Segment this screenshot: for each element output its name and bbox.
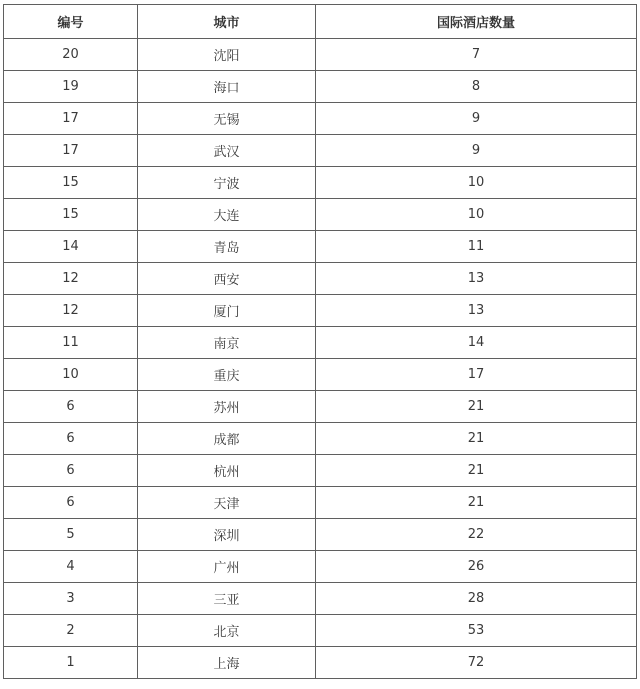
cell-city: 无锡 <box>138 103 316 135</box>
table-row <box>4 359 637 391</box>
table-row <box>4 455 637 487</box>
table-row <box>4 327 637 359</box>
cell-city: 成都 <box>138 423 316 455</box>
table-row <box>4 199 637 231</box>
cell-rank: 5 <box>4 519 138 551</box>
cell-city: 西安 <box>138 263 316 295</box>
cell-hotel-count: 13 <box>316 295 637 327</box>
cell-rank: 19 <box>4 71 138 103</box>
cell-hotel-count: 53 <box>316 615 637 647</box>
table-row <box>4 551 637 583</box>
cell-hotel-count: 9 <box>316 103 637 135</box>
cell-hotel-count: 10 <box>316 199 637 231</box>
table-row <box>4 647 637 679</box>
table-row <box>4 39 637 71</box>
cell-rank: 6 <box>4 391 138 423</box>
cell-rank: 12 <box>4 295 138 327</box>
cell-hotel-count: 11 <box>316 231 637 263</box>
cell-hotel-count: 9 <box>316 135 637 167</box>
cell-city: 天津 <box>138 487 316 519</box>
cell-rank: 6 <box>4 487 138 519</box>
table-header-row <box>4 5 637 39</box>
cell-hotel-count: 28 <box>316 583 637 615</box>
cell-rank: 15 <box>4 199 138 231</box>
header-hotel-count: 国际酒店数量 <box>316 5 637 39</box>
cell-rank: 14 <box>4 231 138 263</box>
table-row <box>4 295 637 327</box>
table-row <box>4 615 637 647</box>
table-row <box>4 71 637 103</box>
cell-city: 杭州 <box>138 455 316 487</box>
header-city: 城市 <box>138 5 316 39</box>
cell-city: 青岛 <box>138 231 316 263</box>
cell-city: 南京 <box>138 327 316 359</box>
cell-rank: 4 <box>4 551 138 583</box>
cell-hotel-count: 10 <box>316 167 637 199</box>
table-row <box>4 487 637 519</box>
table-row <box>4 231 637 263</box>
table-row <box>4 423 637 455</box>
table-row <box>4 391 637 423</box>
cell-hotel-count: 7 <box>316 39 637 71</box>
cell-hotel-count: 8 <box>316 71 637 103</box>
cell-hotel-count: 21 <box>316 455 637 487</box>
cell-hotel-count: 14 <box>316 327 637 359</box>
cell-hotel-count: 22 <box>316 519 637 551</box>
cell-rank: 2 <box>4 615 138 647</box>
cell-rank: 12 <box>4 263 138 295</box>
hotel-ranking-table-container <box>3 4 636 679</box>
cell-rank: 17 <box>4 135 138 167</box>
cell-hotel-count: 26 <box>316 551 637 583</box>
cell-city: 北京 <box>138 615 316 647</box>
cell-city: 厦门 <box>138 295 316 327</box>
cell-city: 武汉 <box>138 135 316 167</box>
cell-city: 深圳 <box>138 519 316 551</box>
table-row <box>4 135 637 167</box>
cell-city: 宁波 <box>138 167 316 199</box>
cell-city: 苏州 <box>138 391 316 423</box>
table-body <box>4 39 637 679</box>
cell-rank: 17 <box>4 103 138 135</box>
table-row <box>4 519 637 551</box>
table-row <box>4 167 637 199</box>
cell-city: 重庆 <box>138 359 316 391</box>
cell-hotel-count: 21 <box>316 487 637 519</box>
cell-city: 海口 <box>138 71 316 103</box>
cell-rank: 6 <box>4 455 138 487</box>
table-row <box>4 263 637 295</box>
cell-rank: 10 <box>4 359 138 391</box>
header-rank: 编号 <box>4 5 138 39</box>
cell-hotel-count: 17 <box>316 359 637 391</box>
hotel-ranking-table <box>3 4 637 679</box>
table-row <box>4 583 637 615</box>
cell-rank: 15 <box>4 167 138 199</box>
cell-city: 广州 <box>138 551 316 583</box>
cell-hotel-count: 21 <box>316 423 637 455</box>
cell-city: 沈阳 <box>138 39 316 71</box>
cell-hotel-count: 13 <box>316 263 637 295</box>
cell-rank: 6 <box>4 423 138 455</box>
cell-city: 上海 <box>138 647 316 679</box>
cell-rank: 1 <box>4 647 138 679</box>
cell-hotel-count: 72 <box>316 647 637 679</box>
cell-city: 三亚 <box>138 583 316 615</box>
cell-hotel-count: 21 <box>316 391 637 423</box>
cell-rank: 20 <box>4 39 138 71</box>
cell-rank: 11 <box>4 327 138 359</box>
table-row <box>4 103 637 135</box>
cell-rank: 3 <box>4 583 138 615</box>
cell-city: 大连 <box>138 199 316 231</box>
